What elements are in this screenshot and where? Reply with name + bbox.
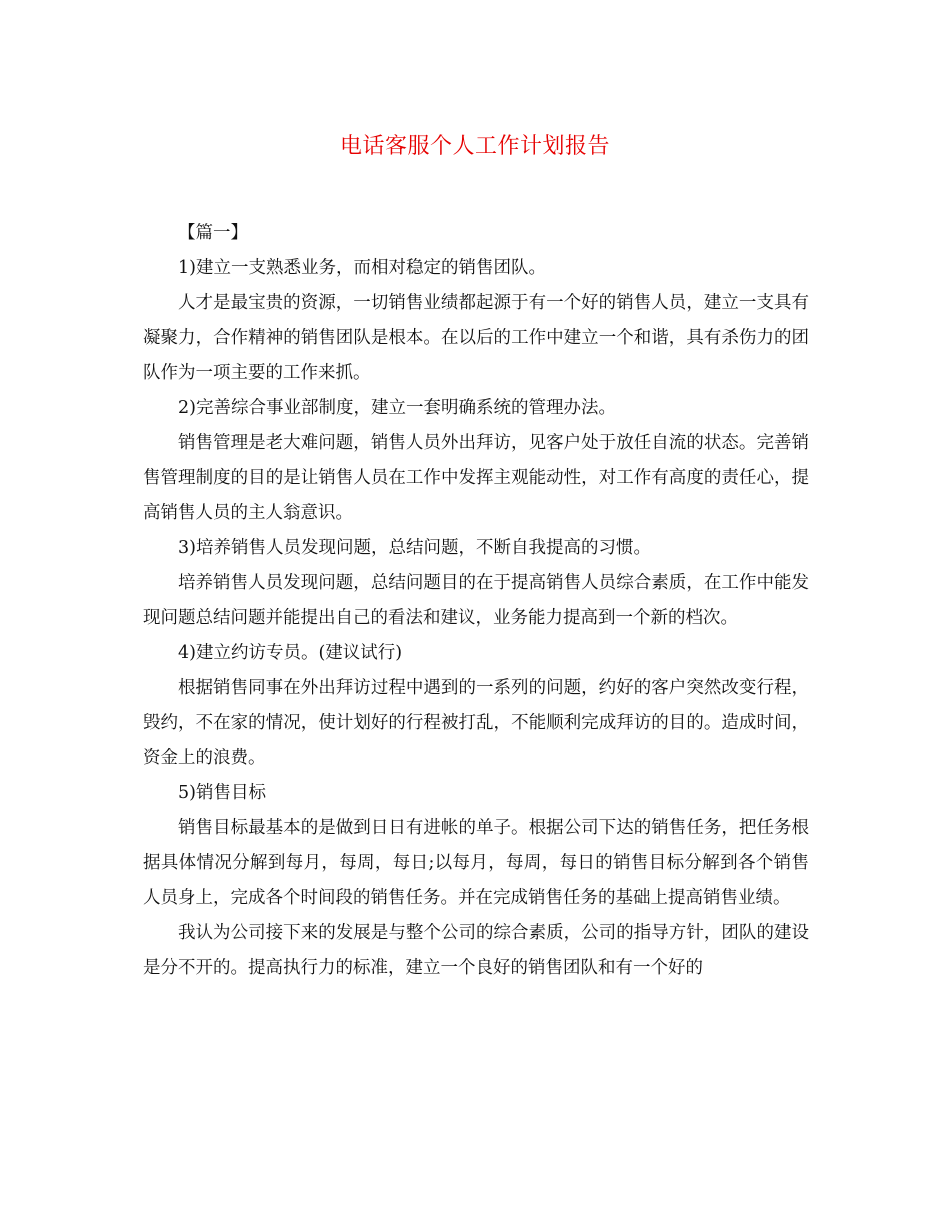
document-title: 电话客服个人工作计划报告 xyxy=(339,134,610,159)
section-heading: 【篇一】 xyxy=(178,223,248,243)
body-paragraph-2: 销售管理是老大难问题，销售人员外出拜访，见客户处于放任自流的状态。完善销售管理制度的目的是让销售人员在工作中发挥主观能动性，对工作有高度的责任心，提高销售人员的主人翁意识。 xyxy=(143,433,809,523)
item-heading-4: 4)建立约访专员。(建议试行) xyxy=(178,643,403,663)
body-paragraph-6: 我认为公司接下来的发展是与整个公司的综合素质，公司的指导方针，团队的建设是分不开的。提高执行力的标准，建立一个良好的销售团队和有一个好的 xyxy=(143,923,809,978)
body-paragraph-4: 根据销售同事在外出拜访过程中遇到的一系列的问题，约好的客户突然改变行程，毁约，不在家的情况，使计划好的行程被打乱，不能顺利完成拜访的目的。造成时间，资金上的浪费。 xyxy=(143,678,809,768)
body-paragraph-3: 培养销售人员发现问题，总结问题目的在于提高销售人员综合素质，在工作中能发现问题总结问题并能提出自己的看法和建议，业务能力提高到一个新的档次。 xyxy=(143,573,809,628)
item-heading-5: 5)销售目标 xyxy=(178,783,266,803)
item-heading-2: 2)完善综合事业部制度，建立一套明确系统的管理办法。 xyxy=(178,398,616,418)
body-paragraph-1: 人才是最宝贵的资源，一切销售业绩都起源于有一个好的销售人员，建立一支具有凝聚力，合作精神的销售团队是根本。在以后的工作中建立一个和谐，具有杀伤力的团队作为一项主要的工作来抓。 xyxy=(143,293,809,383)
item-heading-3: 3)培养销售人员发现问题，总结问题，不断自我提高的习惯。 xyxy=(178,538,651,558)
item-heading-1: 1)建立一支熟悉业务，而相对稳定的销售团队。 xyxy=(178,258,546,278)
body-paragraph-5: 销售目标最基本的是做到日日有进帐的单子。根据公司下达的销售任务，把任务根据具体情况分解到每月，每周，每日;以每月，每周，每日的销售目标分解到各个销售人员身上，完成各个时间段的销售任务。并在完成销售任务的基础上提高销售业绩。 xyxy=(143,818,809,908)
document-body xyxy=(143,216,809,986)
